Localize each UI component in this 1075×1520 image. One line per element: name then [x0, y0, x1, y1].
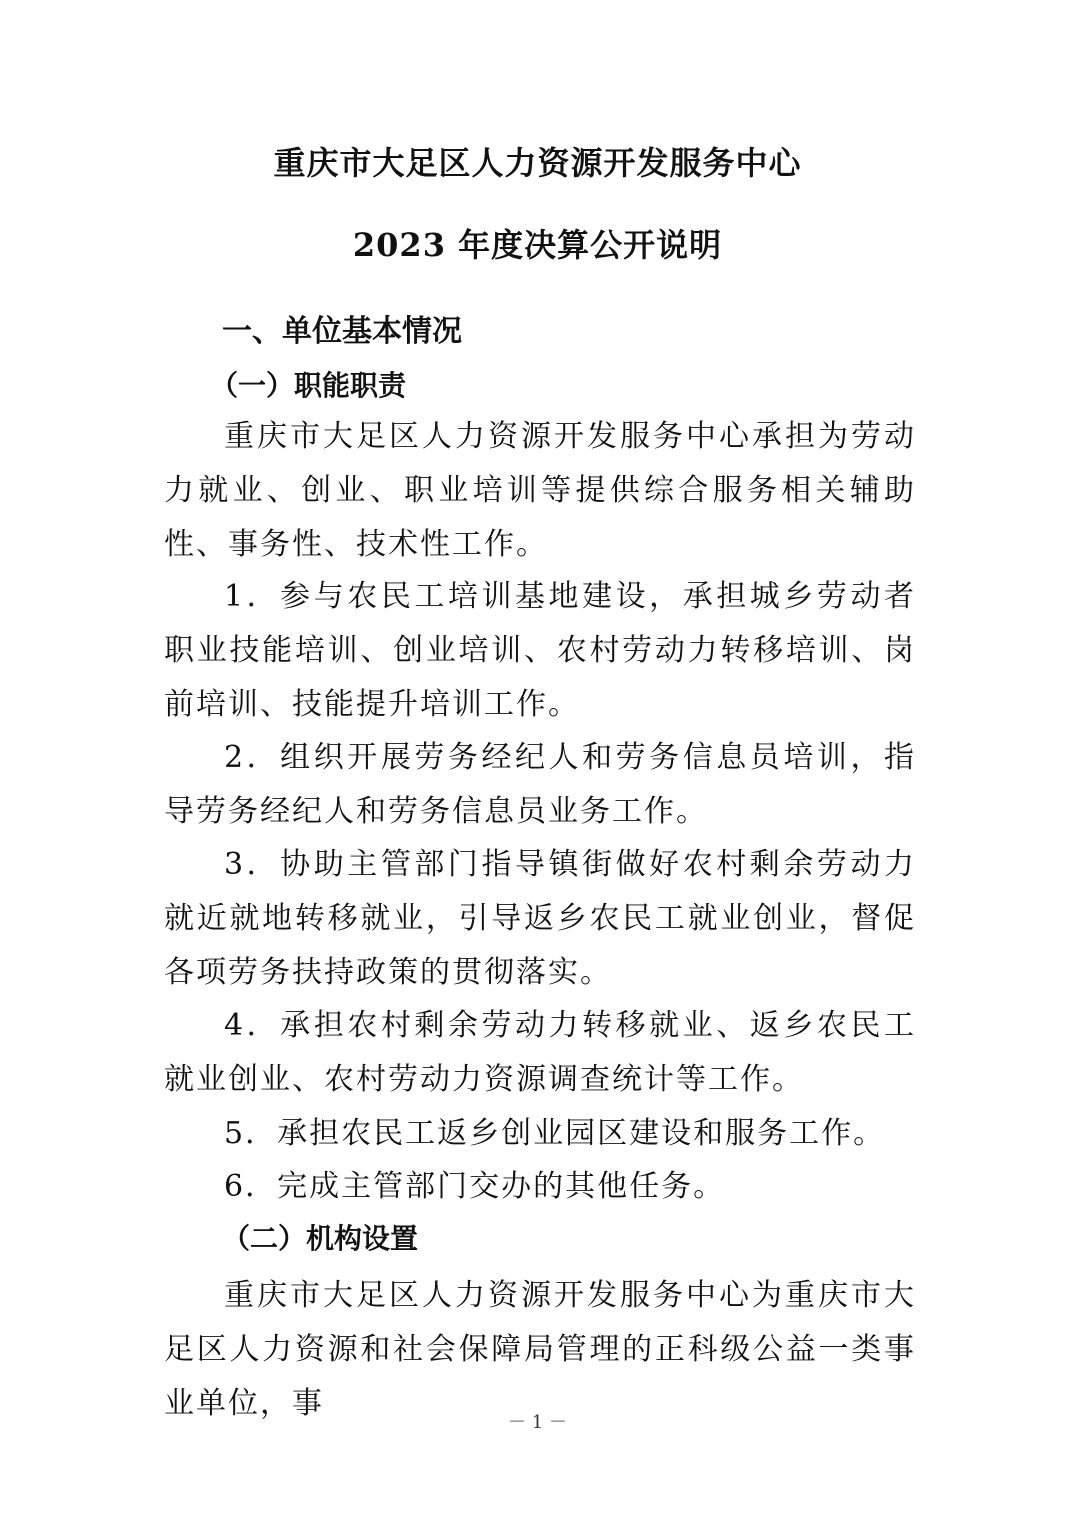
- paragraph-item-6: 6．完成主管部门交办的其他任务。: [224, 1169, 726, 1204]
- paragraph-item-1: 1．参与农民工培训基地建设，承担城乡劳动者职业技能培训、创业培训、农村劳动力转移培训、岗前培训、技能提升培训工作。: [164, 579, 916, 722]
- paragraph-organization: 重庆市大足区人力资源开发服务中心为重庆市大足区人力资源和社会保障局管理的正科级公益一类事业单位，事: [164, 1278, 916, 1421]
- paragraph-item-2: 2．组织开展劳务经纪人和劳务信息员培训，指导劳务经纪人和劳务信息员业务工作。: [164, 740, 916, 829]
- paragraph-item-5: 5．承担农民工返乡创业园区建设和服务工作。: [224, 1116, 886, 1151]
- subsection-heading-organization: （二）机构设置: [222, 1222, 419, 1255]
- section-heading-basic-info: 一、单位基本情况: [222, 314, 462, 349]
- paragraph-item-3: 3．协助主管部门指导镇街做好农村剩余劳动力就近就地转移就业，引导返乡农民工就业创业，督促各项劳务扶持政策的贯彻落实。: [164, 847, 916, 990]
- document-title-line1: 重庆市大足区人力资源开发服务中心: [273, 144, 802, 182]
- paragraph-item-4: 4．承担农村剩余劳动力转移就业、返乡农民工就业创业、农村劳动力资源调查统计等工作。: [164, 1008, 916, 1097]
- page-number: － 1 －: [508, 1412, 567, 1433]
- subsection-heading-functions: （一）职能职责: [210, 369, 407, 402]
- paragraph-functions-intro: 重庆市大足区人力资源开发服务中心承担为劳动力就业、创业、职业培训等提供综合服务相关辅助性、事务性、技术性工作。: [164, 419, 916, 562]
- document-title-line2: 2023 年度决算公开说明: [352, 226, 723, 264]
